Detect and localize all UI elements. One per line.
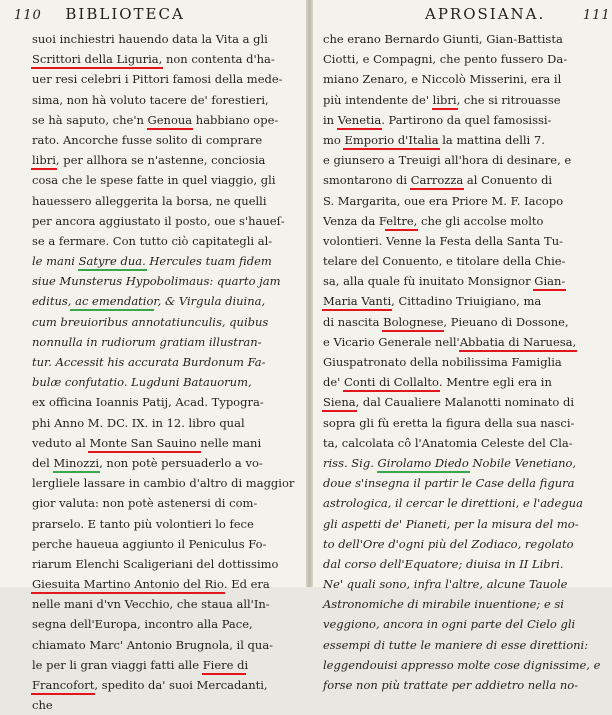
text-line: prarselo. E tanto più volontieri lo fece	[32, 516, 254, 531]
line-text-segment: sa, alla quale fù inuitato Monsignor	[323, 274, 535, 289]
right-page-header	[425, 5, 611, 25]
green-underline-highlight: Satyre dua.	[78, 254, 146, 269]
line-text-segment: , spedito da' suoi Mercadanti,	[94, 678, 268, 692]
text-line: forse non più trattate per addietro nella no-	[323, 678, 579, 692]
line-text-segment: editus,	[32, 294, 72, 309]
left-page	[0, 0, 306, 713]
red-underline-highlight: Scrittori della Liguria,	[32, 52, 163, 67]
text-line: cum breuioribus annotatiunculis, quibus	[32, 314, 269, 329]
right-page	[313, 0, 612, 692]
left-page-body	[32, 29, 298, 715]
line-text-segment: i	[244, 657, 249, 672]
line-text-segment: Hercules tuam fidem	[145, 254, 272, 269]
text-line	[32, 675, 298, 695]
line-text-segment: più intendente de'	[323, 92, 433, 107]
text-line: to dell'Ore d'ogni più del Zodiaco, regolato	[323, 536, 574, 551]
line-text-segment: nelle mani	[200, 435, 262, 450]
text-line: lergliele lassare in cambio d'altro di maggior	[32, 476, 295, 491]
red-underline-highlight: Monte San Sauino	[89, 435, 201, 450]
text-line: rato. Ancorche fusse solito di comprare	[32, 132, 263, 147]
text-line: segna dell'Europa, incontro alla Pace,	[32, 617, 253, 632]
line-text-segment: che gli accolse molto	[417, 213, 544, 228]
line-text-segment: de'	[323, 375, 344, 390]
line-text-segment: in	[323, 112, 338, 127]
line-text-segment: habbiano ope-	[192, 112, 279, 127]
text-line: hauessero alleggerita la borsa, ne quelli	[32, 193, 267, 208]
text-line: uer resi celebri i Pittori famosi della mede-	[32, 72, 283, 87]
text-line: Giuspatronato della nobilissima Famiglia	[323, 355, 562, 369]
line-text-segment: Venza da F	[323, 213, 387, 228]
red-underline-highlight: Siena	[323, 395, 356, 410]
red-underline-highlight: Maria Vanti	[323, 294, 392, 309]
red-underline-highlight: Gian-	[534, 274, 566, 289]
text-line: telare del Conuento, e titolare della Chie-	[323, 254, 566, 269]
text-line: miano Zenaro, e Niccolò Misserini, era il	[323, 72, 562, 87]
line-text-segment: , Cittadino Triuigiano, ma	[391, 294, 542, 309]
red-underline-highlight: libri	[432, 92, 457, 107]
text-line: gior valuta: non potè astenersi di com-	[32, 496, 258, 511]
right-page-body	[323, 29, 603, 695]
text-line	[323, 332, 603, 352]
red-underline-highlight: eltre,	[386, 213, 418, 228]
line-text-segment: . Ed era	[223, 577, 270, 592]
line-text-segment: r, & Virgula diuina,	[153, 294, 266, 309]
text-line	[323, 291, 603, 311]
text-line: suoi inchiestri hauendo data la Vita a gli	[32, 32, 268, 46]
text-line	[323, 453, 603, 473]
green-underline-highlight: Girolamo Diedo	[377, 455, 469, 470]
text-line: veggiono, ancora in ogni parte del Cielo gli	[323, 617, 576, 632]
line-text-segment: e Vicario Generale nell'	[323, 334, 460, 349]
red-underline-highlight: Carrozza	[410, 173, 464, 188]
text-line	[32, 49, 298, 69]
line-text-segment: se hà saputo, che'n	[32, 112, 148, 127]
text-line: sima, non hà voluto tacere de' forestieri,	[32, 92, 269, 107]
line-text-segment: di nascita	[323, 314, 384, 329]
text-line: Ne' quali sono, infra l'altre, alcune Tauole	[323, 577, 568, 592]
text-line: nelle mani d'vn Vecchio, che staua all'In-	[32, 597, 270, 612]
text-line	[32, 291, 298, 311]
text-line: phi Anno M. DC. IX. in 12. libro qual	[32, 415, 245, 430]
text-line: chiamato Marc' Antonio Brugnola, il qua-	[32, 637, 274, 652]
line-text-segment: del	[32, 455, 54, 470]
text-line	[32, 110, 298, 130]
text-line: dal corso dell'Equatore; diuisa in II Libri.	[323, 556, 564, 571]
right-page-number: 111	[582, 8, 611, 23]
red-underline-highlight: Conti di Collalto	[343, 375, 439, 390]
right-running-head: APROSIANA.	[425, 5, 546, 23]
text-line	[323, 392, 603, 412]
text-line	[32, 655, 298, 675]
text-line: perche haueua aggiunto il Peniculus Fo-	[32, 536, 267, 551]
green-underline-highlight: ac emendatio	[71, 294, 154, 309]
line-text-segment: la mattina delli 7.	[438, 132, 545, 147]
line-text-segment: , Pieuano di Dossone,	[443, 314, 569, 329]
line-text-segment: smontarono di	[323, 173, 411, 188]
line-text-segment: le per li gran viaggi fatti alle	[32, 657, 203, 672]
red-underline-highlight: Abbatia di Naruesa,	[459, 334, 577, 349]
line-text-segment: le mani	[32, 254, 79, 269]
line-text-segment: , per allhora se n'astenne, conciosia	[55, 153, 266, 168]
left-running-head: BIBLIOTECA	[65, 5, 185, 23]
text-line: ex officina Ioannis Patij, Acad. Typogra-	[32, 395, 264, 410]
line-text-segment: . Partirono da quel famosissi-	[381, 112, 552, 127]
text-line: gli aspetti de' Pianeti, per la misura del mo-	[323, 516, 579, 531]
line-text-segment: al Conuento di	[463, 173, 553, 188]
line-text-segment: non contenta d'ha-	[162, 52, 275, 67]
text-line: doue s'insegna il partir le Case della figura	[323, 476, 575, 491]
text-line	[32, 433, 298, 453]
red-underline-highlight: Venetia	[337, 112, 382, 127]
text-line: nonnulla in rudiorum gratiam illustran-	[32, 334, 262, 349]
text-line: e giunsero a Treuigi all'hora di desinare, e	[323, 153, 572, 168]
line-text-segment: Nobile Venetiano,	[468, 455, 577, 470]
text-line: Ciotti, e Compagni, che pento fussero Da-	[323, 52, 568, 67]
line-text-segment: . Mentre egli era in	[438, 375, 552, 390]
red-underline-highlight: Giesuita Martino Antonio del Rio	[32, 577, 224, 592]
line-text-segment: , non potè persuaderlo a vo-	[99, 455, 263, 470]
text-line: siue Munsterus Hypobolimaus: quarto jam	[32, 274, 281, 289]
red-underline-highlight: Emporio d'Italia	[344, 132, 439, 147]
red-underline-highlight: Bolognese	[383, 314, 444, 329]
line-text-segment: , dal Caualiere Malanotti nominato di	[355, 395, 575, 410]
text-line	[323, 110, 603, 130]
text-line: volontieri. Venne la Festa della Santa Tu-	[323, 233, 564, 248]
text-line	[323, 372, 603, 392]
text-line: ta, calcolata cô l'Anatomia Celeste del Cla-	[323, 435, 573, 450]
text-line: sopra gli fù eretta la figura della sua nasci-	[323, 415, 575, 430]
book-gutter	[306, 0, 313, 587]
left-page-number: 110	[14, 8, 42, 23]
line-text-segment: veduto al	[32, 435, 90, 450]
text-line	[323, 130, 603, 150]
line-text-segment: , che si ritrouasse	[456, 92, 561, 107]
text-line: astrologica, il cercar le direttioni, e l'adegua	[323, 496, 583, 511]
text-line	[323, 170, 603, 190]
red-underline-highlight: libri	[32, 153, 56, 168]
red-underline-highlight: Francofort	[32, 678, 95, 692]
red-underline-highlight: Genoua	[147, 112, 193, 127]
text-line: cosa che le spese fatte in quel viaggio, gli	[32, 173, 276, 188]
text-line	[323, 90, 603, 110]
text-line: che erano Bernardo Giunti, Gian-Battista	[323, 32, 563, 46]
line-text-segment: mo	[323, 132, 345, 147]
text-line: riarum Elenchi Scaligeriani del dottissimo	[32, 556, 279, 571]
text-line: essempi di tutte le maniere di esse direttioni:	[323, 637, 589, 652]
text-line: leggendouisi appresso molte cose dignissime, e	[323, 657, 601, 672]
text-line	[323, 211, 603, 231]
text-line: bulæ confutatio. Lugduni Batauorum,	[32, 375, 252, 390]
text-line	[32, 574, 298, 594]
line-text-segment: riss. Sig.	[323, 455, 378, 470]
green-underline-highlight: Minozzi	[53, 455, 100, 470]
text-line	[323, 312, 603, 332]
text-line	[32, 251, 298, 271]
text-line: che	[32, 698, 53, 713]
text-line	[323, 271, 603, 291]
red-underline-highlight: Fiere d	[202, 657, 245, 672]
text-line	[32, 453, 298, 473]
text-line: per ancora aggiustato il posto, oue s'haueſ-	[32, 213, 285, 228]
left-page-header	[14, 5, 185, 25]
text-line: se a fermare. Con tutto ciò capitategli al-	[32, 233, 273, 248]
text-line: S. Margarita, oue era Priore M. F. Iacopo	[323, 193, 564, 208]
text-line: tur. Accessit his accurata Burdonum Fa-	[32, 355, 266, 369]
text-line: Astronomiche di mirabile inuentione; e si	[323, 597, 564, 612]
text-line	[32, 150, 298, 170]
